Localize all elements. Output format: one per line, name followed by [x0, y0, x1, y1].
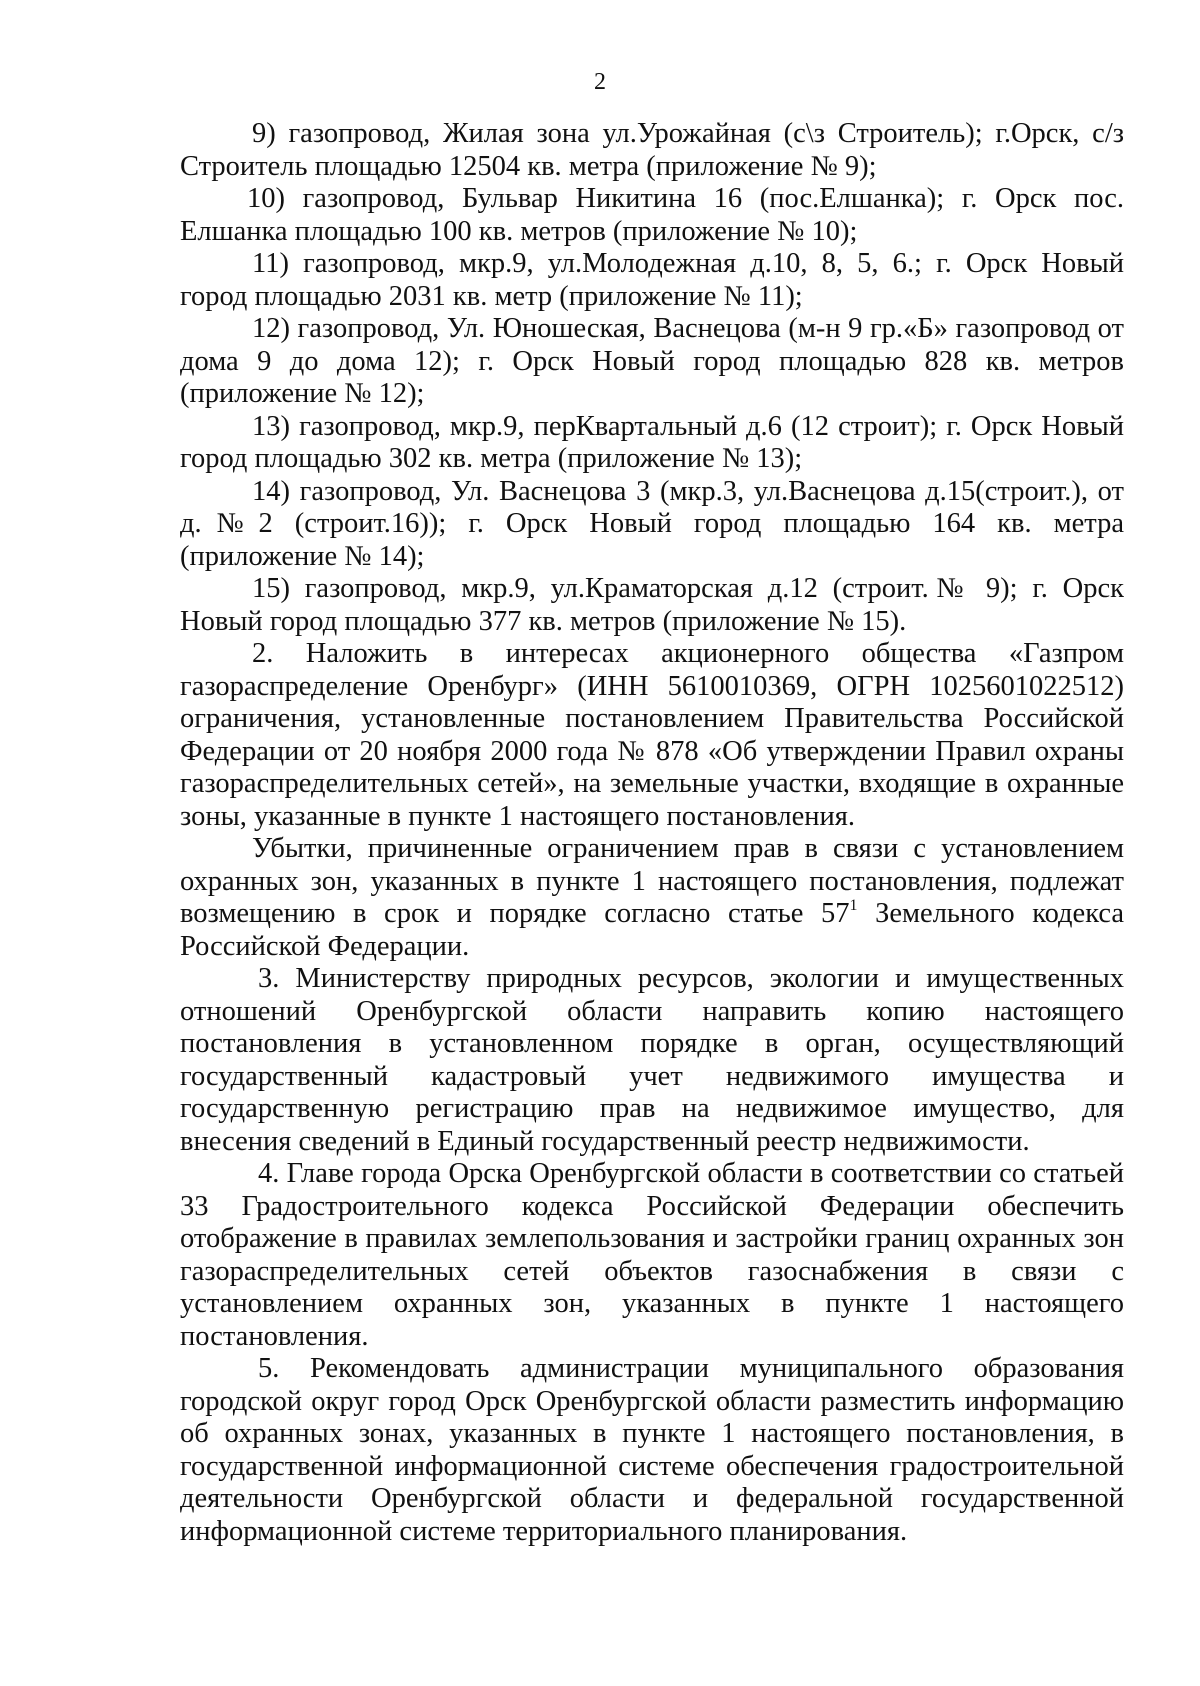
item-12-gas-pipeline: 12) газопровод, Ул. Юношеская, Васнецова (м-н 9 гр.«Б» газопровод от дома 9 до дома 12); г. Орск Новый город площадью 828 кв. метров (приложение № 12);	[180, 313, 1124, 409]
item-11-gas-pipeline: 11) газопровод, мкр.9, ул.Молодежная д.10, 8, 5, 6.; г. Орск Новый город площадью 2031 кв. метр (приложение № 11);	[180, 248, 1124, 312]
document-body	[180, 118, 1124, 1548]
clause-2-restrictions: 2. Наложить в интересах акционерного общества «Газпром газораспределение Оренбург» (ИНН 5610010369, ОГРН 1025601022512) ограничения, установленные постановлением Правительства Российской Федерации от 20 ноября 2000 года № 878 «Об утверждении Правил охраны газораспределительных сетей», на земельные участки, входящие в охранные зоны, указанные в пункте 1 настоящего постановления.	[180, 638, 1124, 832]
item-15-gas-pipeline: 15) газопровод, мкр.9, ул.Краматорская д.12 (строит.№ 9); г. Орск Новый город площадью 377 кв. метров (приложение № 15).	[180, 573, 1124, 637]
item-10-gas-pipeline: 10) газопровод, Бульвар Никитина 16 (пос.Елшанка); г. Орск пос. Елшанка площадью 100 кв. метров (приложение № 10);	[180, 183, 1124, 247]
article-superscript: 1	[849, 897, 858, 914]
clause-5-recommendation: 5. Рекомендовать администрации муниципального образования городской округ город Орск Оренбургской области разместить информацию об охранных зонах, указанных в пункте 1 настоящего постановления, в государственной информационной системе обеспечения градостроительной деятельности Оренбургской области и федеральной государственной информационной системе территориального планирования.	[180, 1353, 1124, 1547]
clause-3-ministry: 3. Министерству природных ресурсов, экологии и имущественных отношений Оренбургской области направить копию настоящего постановления в установленном порядке в орган, осуществляющий государственный кадастровый учет недвижимого имущества и государственную регистрацию прав на недвижимое имущество, для внесения сведений в Единый государственный реестр недвижимости.	[180, 963, 1124, 1157]
clause-4-city-head: 4. Главе города Орска Оренбургской области в соответствии со статьей 33 Градостроительного кодекса Российской Федерации обеспечить отображение в правилах землепользования и застройки границ охранных зон газораспределительных сетей объектов газоснабжения в связи с установлением охранных зон, указанных в пункте 1 настоящего постановления.	[180, 1158, 1124, 1352]
losses-text-before: Убытки, причиненные ограничением прав в связи с установлением охранных зон, указанных в пункте 1 настоящего постановления, подлежат возмещению в срок и порядке согласно статье 57	[180, 833, 1124, 929]
item-14-gas-pipeline: 14) газопровод, Ул. Васнецова 3 (мкр.3, ул.Васнецова д.15(строит.), от д.№2 (строит.16)); г. Орск Новый город площадью 164 кв. метра (приложение № 14);	[180, 475, 1124, 572]
losses-paragraph	[180, 833, 1124, 963]
item-13-gas-pipeline: 13) газопровод, мкр.9, перКвартальный д.6 (12 строит); г. Орск Новый город площадью 302 кв. метра (приложение № 13);	[180, 410, 1124, 474]
losses-text-after: Земельного кодекса Российской Федерации.	[180, 898, 1124, 962]
item-9-gas-pipeline: 9) газопровод, Жилая зона ул.Урожайная (c\з Строитель); г.Орск, с/з Строитель площадью 12504 кв. метра (приложение № 9);	[180, 118, 1124, 182]
page-number: 2	[594, 69, 606, 95]
